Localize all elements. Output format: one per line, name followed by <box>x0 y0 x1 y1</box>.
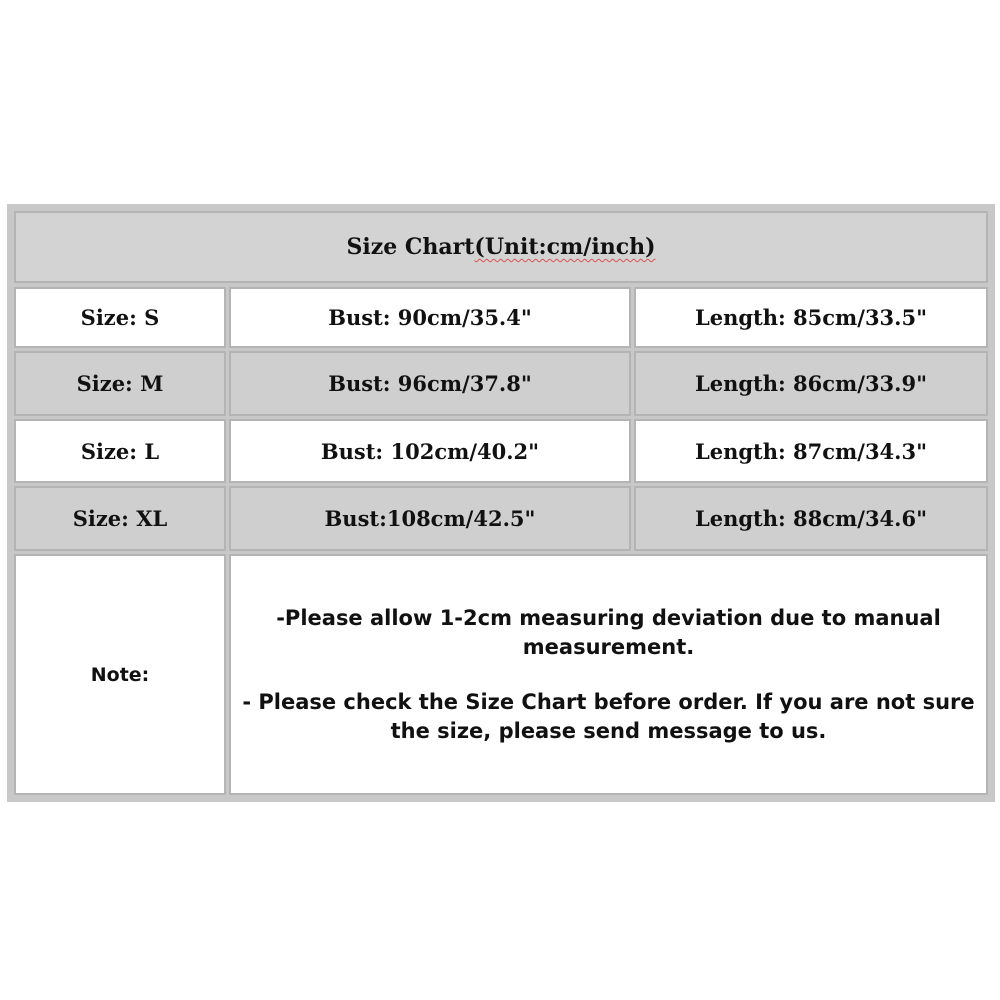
length-cell-l: Length: 87cm/34.3" <box>634 419 988 483</box>
size-cell-s: Size: S <box>14 287 226 348</box>
size-cell-l: Size: L <box>14 419 226 483</box>
bust-cell-l: Bust: 102cm/40.2" <box>229 419 631 483</box>
note-text <box>229 554 988 795</box>
length-cell-s: Length: 85cm/33.5" <box>634 287 988 348</box>
note-line-1: -Please allow 1-2cm measuring deviation due to manual measurement. <box>276 605 941 659</box>
note-line-2: - Please check the Size Chart before order. If you are not sure the size, please send message to us. <box>242 689 975 743</box>
bust-cell-m: Bust: 96cm/37.8" <box>229 351 631 416</box>
size-cell-xl: Size: XL <box>14 486 226 551</box>
size-chart-table <box>7 204 995 802</box>
table-title-unit: (Unit:cm/inch) <box>474 234 656 260</box>
table-title-prefix: Size Chart <box>346 234 475 260</box>
bust-cell-s: Bust: 90cm/35.4" <box>229 287 631 348</box>
size-cell-m: Size: M <box>14 351 226 416</box>
bust-cell-xl: Bust:108cm/42.5" <box>229 486 631 551</box>
note-label: Note: <box>14 554 226 795</box>
length-cell-xl: Length: 88cm/34.6" <box>634 486 988 551</box>
table-title <box>14 211 988 283</box>
length-cell-m: Length: 86cm/33.9" <box>634 351 988 416</box>
